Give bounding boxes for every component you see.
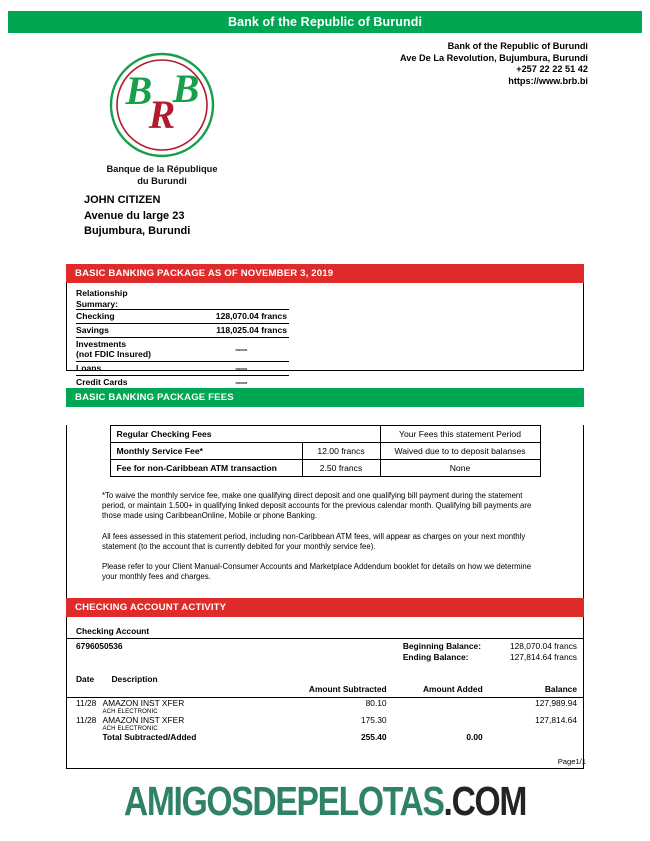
txn-sub-description-1: ACH ELECTRONIC xyxy=(102,708,158,715)
balance-pair xyxy=(403,641,577,663)
svg-text:R: R xyxy=(148,92,176,137)
fees-section-header-label: BASIC BANKING PACKAGE FEES xyxy=(75,392,234,403)
column-header-spacer-1 xyxy=(67,684,103,694)
relationship-summary-title-line-1: Relationship xyxy=(76,288,128,298)
customer-address-line-2: Bujumbura, Burundi xyxy=(84,225,191,237)
fees-note-3: Please refer to your Client Manual-Consumer Accounts and Marketplace Addendum booklet for details on how we determine your monthly fees and charges. xyxy=(102,562,532,582)
txn-added-2 xyxy=(387,715,483,732)
txn-balance-1: 127,989.94 xyxy=(535,698,577,708)
summary-label-investments-line-2: (not FDIC Insured) xyxy=(76,349,151,360)
bank-phone: +257 22 22 51 42 xyxy=(516,64,588,75)
bank-name: Bank of the Republic of Burundi xyxy=(447,41,588,51)
summary-label-loans: Loans xyxy=(76,361,184,375)
relationship-summary-section xyxy=(66,264,584,387)
txn-description-1: AMAZON INST XFER xyxy=(102,698,185,708)
bank-street-address: Ave De La Revolution, Bujumbura, Burundi xyxy=(399,52,588,63)
customer-name: JOHN CITIZEN xyxy=(84,194,161,206)
table-row xyxy=(110,426,540,443)
fees-disclaimer-notes xyxy=(102,491,532,582)
txn-date-1: 11/28 xyxy=(76,698,97,708)
txn-added-1 xyxy=(387,698,483,716)
customer-address-line-1: Avenue du large 23 xyxy=(84,209,185,222)
balance-labels xyxy=(403,641,481,663)
summary-label-investments-line-1: Investments xyxy=(76,338,127,349)
fees-header-regular-checking: Regular Checking Fees xyxy=(110,426,302,443)
column-header-spacer-2 xyxy=(103,684,278,694)
fees-note-1: *To waive the monthly service fee, make one qualifying direct deposit and one qualifying bill payment during the statement period, or maintain 1.500+ in qualifying linked deposit accounts for the previous calendar month. Qualifying bill payments are those made using CaribbeanOnline, Mobile or phone Banking. xyxy=(102,491,532,521)
table-row-total xyxy=(67,732,583,742)
watermark xyxy=(59,779,592,823)
summary-label-savings: Savings xyxy=(76,323,184,337)
table-row xyxy=(76,361,289,375)
column-header-description: Description xyxy=(111,674,158,684)
column-header-blank-1 xyxy=(278,674,387,684)
table-row xyxy=(76,323,289,337)
fee-amount-monthly-service: 12.00 francs xyxy=(302,443,380,460)
column-header-blank-3 xyxy=(483,674,583,684)
table-row xyxy=(67,715,583,732)
total-added: 0.00 xyxy=(466,732,483,742)
txn-sub-description-2: ACH ELECTRONIC xyxy=(102,725,158,732)
activity-section-header xyxy=(66,598,584,617)
fees-section-header xyxy=(66,388,584,407)
document-title: Bank of the Republic of Burundi xyxy=(227,15,423,29)
logo-caption xyxy=(88,163,236,187)
ending-balance-value: 127,814.64 francs xyxy=(509,652,577,662)
activity-section-header-label: CHECKING ACCOUNT ACTIVITY xyxy=(75,602,227,613)
relationship-summary-title xyxy=(67,288,583,309)
table-header-row xyxy=(67,674,583,684)
page-number: Page1/1 xyxy=(557,757,586,766)
fee-status-atm: None xyxy=(380,460,540,477)
summary-value-checking: 128,070.04 francs xyxy=(184,310,289,324)
summary-value-loans: ----- xyxy=(184,361,289,375)
checking-account-label: Checking Account xyxy=(76,626,150,636)
table-row xyxy=(110,460,540,477)
table-row xyxy=(76,310,289,324)
logo-emblem-icon xyxy=(109,52,215,158)
table-header-row-2 xyxy=(67,684,583,694)
fee-name-atm: Fee for non-Caribbean ATM transaction xyxy=(110,460,302,477)
column-header-amount-subtracted: Amount Subtracted xyxy=(308,684,387,694)
total-balance xyxy=(483,732,583,742)
fees-table xyxy=(110,425,541,477)
column-header-balance: Balance xyxy=(544,684,577,694)
total-date-blank xyxy=(67,732,103,742)
relationship-summary-title-line-2: Summary: xyxy=(76,298,119,309)
svg-text:B: B xyxy=(125,68,153,113)
watermark-primary: AMIGOSDEPELOTAS xyxy=(123,778,444,824)
bank-logo xyxy=(88,52,236,187)
txn-balance-2: 127,814.64 xyxy=(535,715,577,725)
txn-description-cell-2 xyxy=(103,715,278,732)
txn-date-2: 11/28 xyxy=(76,715,97,725)
column-header-blank-2 xyxy=(387,674,483,684)
account-number: 6796050536 xyxy=(76,641,123,651)
column-header-date: Date xyxy=(76,674,95,684)
balance-values xyxy=(485,641,577,663)
customer-address-block xyxy=(84,193,190,240)
fees-note-2: All fees assessed in this statement period, including non-Caribbean ATM fees, will appear as charges on your next monthly statement (to the account that is currently debited for your monthly service fee). xyxy=(102,531,526,551)
activity-section-body xyxy=(66,617,584,769)
fee-name-monthly-service: Monthly Service Fee* xyxy=(110,443,302,460)
fees-section-body xyxy=(66,425,584,609)
fee-amount-atm: 2.50 francs xyxy=(302,460,380,477)
table-row xyxy=(76,337,289,361)
txn-description-2: AMAZON INST XFER xyxy=(102,715,185,725)
summary-section-header xyxy=(66,264,584,283)
summary-value-investments: ----- xyxy=(184,337,289,361)
svg-text:B: B xyxy=(172,66,200,111)
fee-status-monthly-service: Waived due to to deposit balanses xyxy=(380,443,540,460)
summary-value-credit-cards: ----- xyxy=(184,375,289,388)
table-row xyxy=(110,443,540,460)
table-row xyxy=(67,698,583,716)
beginning-balance-label: Beginning Balance: xyxy=(402,641,481,651)
txn-description-cell-1 xyxy=(103,698,278,716)
relationship-summary-table xyxy=(76,309,289,388)
summary-label-credit-cards: Credit Cards xyxy=(76,375,184,388)
watermark-suffix: .COM xyxy=(443,778,527,824)
bank-address-block xyxy=(400,41,588,87)
brb-logo-svg xyxy=(109,52,215,158)
summary-label-checking: Checking xyxy=(76,310,184,324)
fees-header-blank xyxy=(302,426,380,443)
table-row xyxy=(76,375,289,388)
summary-label-investments xyxy=(76,337,184,361)
checking-account-activity-section xyxy=(66,598,584,769)
fees-header-your-fees: Your Fees this statement Period xyxy=(380,426,540,443)
bank-website: https://www.brb.bi xyxy=(508,75,588,86)
account-balance-row xyxy=(67,638,583,663)
total-label: Total Subtracted/Added xyxy=(102,732,197,742)
document-title-bar xyxy=(8,11,642,33)
column-header-amount-added: Amount Added xyxy=(422,684,483,694)
summary-section-body xyxy=(66,283,584,387)
logo-caption-line-2: du Burundi xyxy=(137,176,187,186)
banking-package-fees-section xyxy=(66,388,584,609)
summary-value-savings: 118,025.04 francs xyxy=(184,323,289,337)
ending-balance-label: Ending Balance: xyxy=(402,652,469,662)
transactions-table xyxy=(67,674,583,742)
logo-caption-line-1: Banque de la République xyxy=(106,164,218,174)
total-subtracted: 255.40 xyxy=(360,732,387,742)
summary-section-header-label: BASIC BANKING PACKAGE AS OF NOVEMBER 3, 2019 xyxy=(75,268,334,279)
txn-subtracted-1: 80.10 xyxy=(365,698,387,708)
beginning-balance-value: 128,070.04 francs xyxy=(509,641,577,651)
txn-subtracted-2: 175.30 xyxy=(360,715,387,725)
